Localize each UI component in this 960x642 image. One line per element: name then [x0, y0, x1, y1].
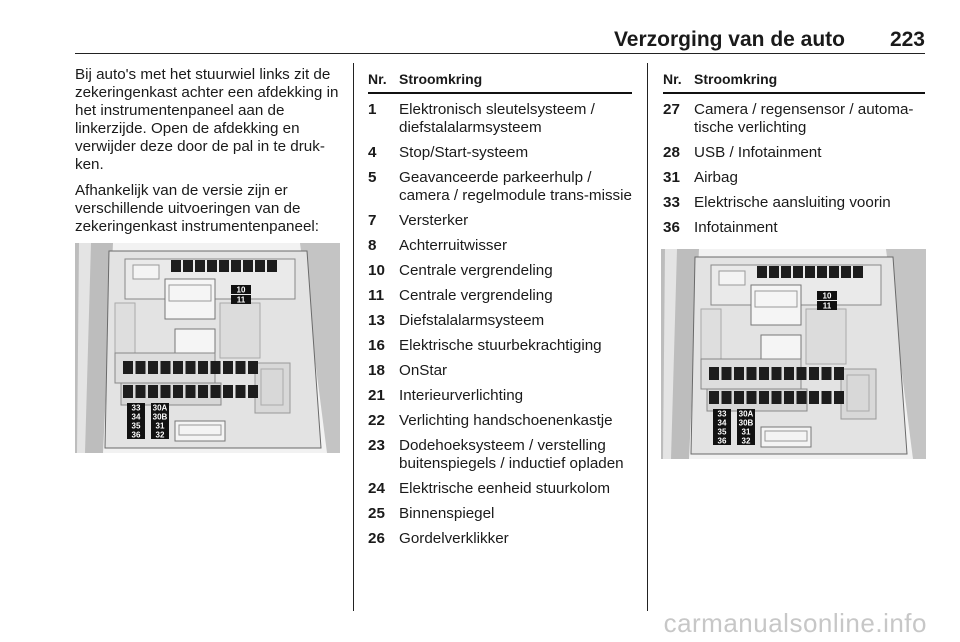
circuit-description: Achterruitwisser	[399, 237, 508, 254]
header-circuit: Stroomkring	[694, 71, 778, 87]
table-row	[368, 101, 632, 137]
fuse-icon	[186, 385, 196, 398]
fuse-icon	[709, 367, 719, 380]
circuit-description: Elektrische stuurbekrachtiging	[399, 337, 602, 354]
circuit-description: OnStar	[399, 362, 448, 379]
fuse-icon	[161, 385, 171, 398]
fuse-icon	[211, 385, 221, 398]
table-row	[368, 262, 632, 280]
table-row	[368, 144, 632, 162]
paragraph-1: Bij auto's met het stuurwiel links zit de zekeringenkast achter een afdekking in het instrumentenpaneel aan de linkerzijde. Open de afdekking en verwijder deze door de pal in te druk-ken.	[75, 66, 339, 173]
fuse-icon	[198, 385, 208, 398]
circuit-description: Elektrische eenheid stuurkolom	[399, 480, 611, 497]
fuse-number: 4	[368, 144, 377, 161]
fuse-table-header	[663, 70, 925, 94]
paragraph-2: Afhankelijk van de versie zijn er verschillende uitvoeringen van de zekeringenkast instrumentenpaneel:	[75, 182, 319, 235]
fuse-number: 7	[368, 212, 377, 229]
fuse-icon	[267, 260, 277, 272]
fuse-number: 27	[663, 101, 680, 118]
fuse-icon	[784, 367, 794, 380]
fuse-box-drawing	[75, 243, 340, 453]
table-row	[368, 212, 632, 230]
fuse-icon	[223, 361, 233, 374]
header-nr: Nr.	[663, 71, 682, 87]
fuse-label: 30B	[738, 418, 754, 428]
fuse-icon	[171, 260, 181, 272]
table-row	[368, 237, 632, 255]
circuit-description: Versterker	[399, 212, 469, 229]
fuse-icon	[219, 260, 229, 272]
fuse-icon	[841, 266, 851, 278]
header-rule	[75, 53, 925, 54]
fuse-icon	[769, 266, 779, 278]
circuit-description: Binnenspiegel	[399, 505, 495, 522]
table-row	[368, 337, 632, 355]
fuse-table-header	[368, 70, 632, 94]
fuse-label: 30A	[738, 409, 754, 419]
circuit-description: Diefstalalarmsysteem	[399, 312, 545, 329]
fuse-icon	[722, 367, 732, 380]
fuse-icon	[123, 385, 133, 398]
fuse-icon	[797, 391, 807, 404]
fuse-icon	[173, 385, 183, 398]
fuse-icon	[759, 391, 769, 404]
fuse-icon	[829, 266, 839, 278]
fuse-box-drawing	[661, 249, 926, 459]
fuse-icon	[853, 266, 863, 278]
table-row	[368, 287, 632, 305]
table-row	[368, 437, 632, 473]
fuse-label: 35	[131, 421, 141, 431]
fuse-label: 31	[155, 421, 165, 431]
fuse-number: 11	[368, 287, 385, 304]
fuse-icon	[734, 367, 744, 380]
table-row	[368, 530, 632, 548]
circuit-description: Geavanceerde parkeerhulp / camera / regelmodule trans-missie	[399, 169, 632, 204]
fuse-icon	[236, 385, 246, 398]
table-row	[368, 505, 632, 523]
fuse-number: 22	[368, 412, 385, 429]
fuse-label: 10	[822, 291, 832, 301]
fuse-label: 10	[236, 285, 246, 295]
fuse-table-2	[663, 70, 925, 237]
fuse-number: 24	[368, 480, 385, 497]
fuse-number: 26	[368, 530, 385, 547]
fuse-icon	[195, 260, 205, 272]
circuit-description: Infotainment	[694, 219, 778, 236]
circuit-description: Elektrische aansluiting voorin	[694, 194, 891, 211]
fuse-icon	[834, 391, 844, 404]
fuse-icon	[161, 361, 171, 374]
fuse-number: 10	[368, 262, 385, 279]
fuse-icon	[255, 260, 265, 272]
fuse-number: 16	[368, 337, 385, 354]
fuse-number: 8	[368, 237, 377, 254]
table-row	[368, 412, 632, 430]
fuse-label: 11	[822, 301, 832, 311]
circuit-description: USB / Infotainment	[694, 144, 822, 161]
fuse-label: 34	[131, 412, 141, 422]
table-row	[368, 480, 632, 498]
circuit-description: Centrale vergrendeling	[399, 287, 553, 304]
fuse-icon	[243, 260, 253, 272]
fuse-label: 30A	[152, 403, 168, 413]
fuse-label: 33	[717, 409, 727, 419]
fuse-label: 32	[155, 430, 165, 440]
fuse-icon	[747, 391, 757, 404]
header-nr: Nr.	[368, 71, 387, 87]
circuit-description: Airbag	[694, 169, 738, 186]
fuse-number: 36	[663, 219, 680, 236]
table-row	[368, 387, 632, 405]
fuse-icon	[793, 266, 803, 278]
circuit-description: Centrale vergrendeling	[399, 262, 553, 279]
fuse-label: 30B	[152, 412, 168, 422]
table-row	[663, 144, 925, 162]
fuse-label: 32	[741, 436, 751, 446]
running-header-title: Verzorging van de auto	[613, 28, 845, 51]
fuse-label: 31	[741, 427, 751, 437]
fuse-icon	[223, 385, 233, 398]
fuse-label: 33	[131, 403, 141, 413]
fuse-icon	[198, 361, 208, 374]
fuse-icon	[747, 367, 757, 380]
table-row	[663, 169, 925, 187]
header-circuit: Stroomkring	[399, 71, 483, 87]
fuse-icon	[809, 367, 819, 380]
fuse-box-illustration-2	[661, 249, 926, 459]
circuit-description: Gordelverklikker	[399, 530, 509, 547]
fuse-icon	[148, 361, 158, 374]
fuse-icon	[136, 361, 146, 374]
fuse-icon	[231, 260, 241, 272]
fuse-table-1	[368, 70, 632, 548]
table-row	[368, 312, 632, 330]
fuse-icon	[148, 385, 158, 398]
fuse-icon	[183, 260, 193, 272]
table-row	[663, 219, 925, 237]
fuse-icon	[772, 391, 782, 404]
fuse-icon	[248, 385, 258, 398]
fuse-label: 11	[236, 295, 246, 305]
circuit-description: Dodehoeksysteem / verstelling buitenspiegels / inductief opladen	[399, 437, 624, 472]
table-row	[368, 362, 632, 380]
fuse-label: 36	[717, 436, 727, 446]
column-divider-2	[647, 63, 648, 611]
fuse-icon	[207, 260, 217, 272]
table-row	[663, 101, 925, 137]
fuse-number: 23	[368, 437, 385, 454]
fuse-number: 13	[368, 312, 385, 329]
fuse-number: 31	[663, 169, 680, 186]
circuit-description: Camera / regensensor / automa-tische verlichting	[694, 101, 914, 136]
fuse-icon	[186, 361, 196, 374]
fuse-icon	[817, 266, 827, 278]
fuse-number: 1	[368, 101, 377, 118]
fuse-icon	[136, 385, 146, 398]
intro-text	[75, 66, 347, 244]
fuse-icon	[759, 367, 769, 380]
fuse-icon	[781, 266, 791, 278]
fuse-box-illustration-1	[75, 243, 340, 453]
fuse-icon	[123, 361, 133, 374]
fuse-icon	[211, 361, 221, 374]
fuse-icon	[757, 266, 767, 278]
fuse-number: 21	[368, 387, 385, 404]
fuse-icon	[797, 367, 807, 380]
fuse-label: 36	[131, 430, 141, 440]
fuse-icon	[809, 391, 819, 404]
fuse-icon	[248, 361, 258, 374]
fuse-icon	[722, 391, 732, 404]
fuse-icon	[784, 391, 794, 404]
fuse-number: 25	[368, 505, 385, 522]
page-number: 223	[889, 28, 925, 51]
table-row	[368, 169, 632, 205]
circuit-description: Verlichting handschoenenkastje	[399, 412, 613, 429]
fuse-icon	[236, 361, 246, 374]
fuse-icon	[734, 391, 744, 404]
fuse-icon	[805, 266, 815, 278]
fuse-number: 5	[368, 169, 377, 186]
fuse-icon	[173, 361, 183, 374]
fuse-label: 34	[717, 418, 727, 428]
circuit-description: Interieurverlichting	[399, 387, 524, 404]
fuse-number: 28	[663, 144, 680, 161]
circuit-description: Stop/Start-systeem	[399, 144, 529, 161]
fuse-icon	[772, 367, 782, 380]
fuse-icon	[834, 367, 844, 380]
fuse-label: 35	[717, 427, 727, 437]
fuse-icon	[822, 367, 832, 380]
table-row	[663, 194, 925, 212]
fuse-number: 18	[368, 362, 385, 379]
column-divider-1	[353, 63, 354, 611]
fuse-icon	[822, 391, 832, 404]
watermark: carmanualsonline.info	[663, 608, 927, 638]
circuit-description: Elektronisch sleutelsysteem / diefstalalarmsysteem	[399, 101, 595, 136]
fuse-number: 33	[663, 194, 680, 211]
fuse-icon	[709, 391, 719, 404]
